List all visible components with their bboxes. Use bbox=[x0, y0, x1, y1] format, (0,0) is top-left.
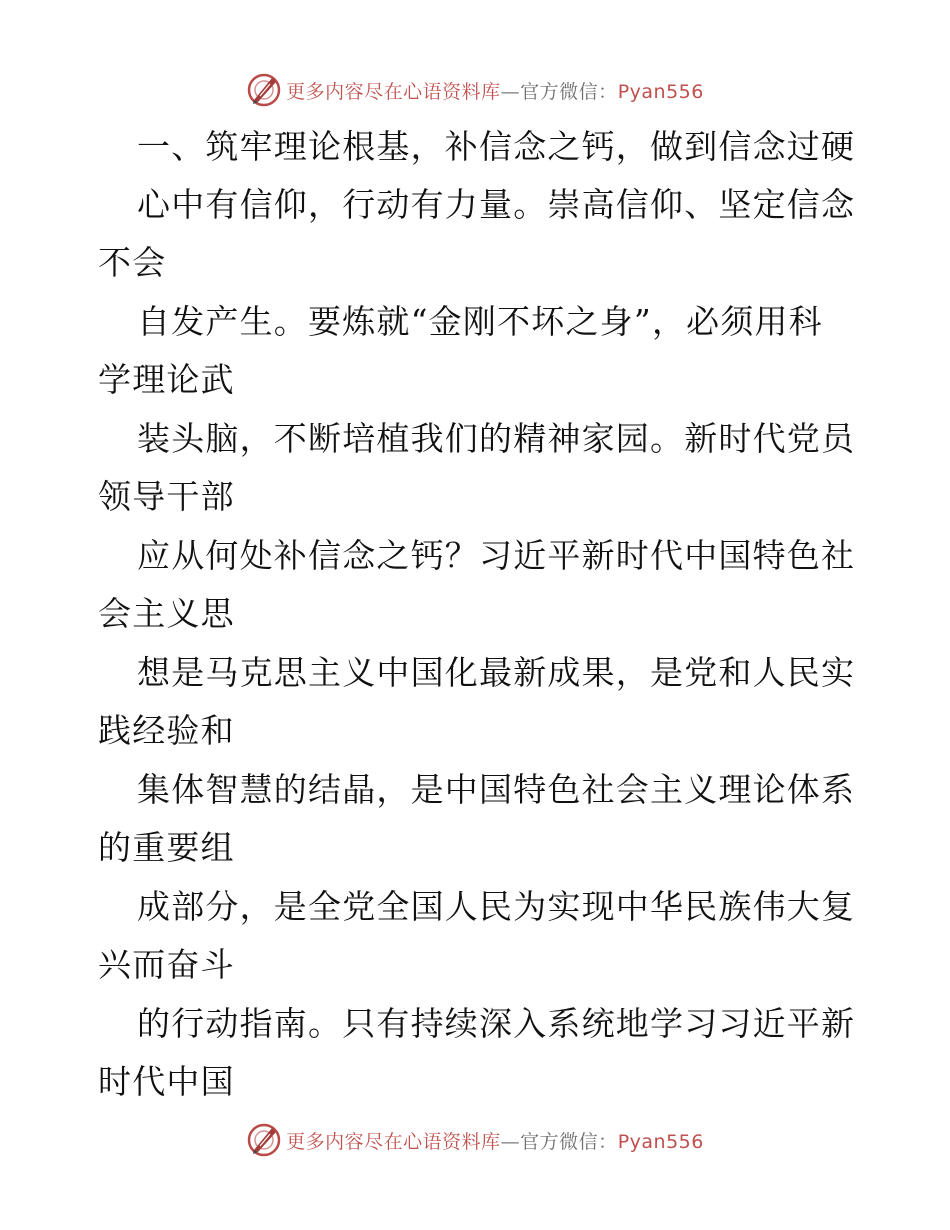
doc-line: 成部分，是全党全国人民为实现中华民族伟大复 bbox=[137, 887, 856, 926]
banner-dash: — bbox=[500, 1130, 521, 1153]
doc-line: 兴而奋斗 bbox=[98, 945, 235, 984]
doc-line: 不会 bbox=[98, 243, 167, 282]
quill-pen-logo-icon bbox=[246, 1122, 282, 1158]
doc-line: 的行动指南。只有持续深入系统地学习习近平新 bbox=[137, 1004, 856, 1043]
banner-wechat-id: Pyan556 bbox=[617, 1130, 704, 1153]
doc-line: 的重要组 bbox=[98, 828, 235, 867]
doc-line: 想是马克思主义中国化最新成果，是党和人民实 bbox=[137, 653, 856, 692]
banner-wechat-label: 官方微信： bbox=[520, 80, 618, 103]
quill-pen-logo-icon bbox=[246, 72, 282, 108]
banner-wechat-id: Pyan556 bbox=[617, 80, 704, 103]
banner-site-name: 更多内容尽在心语资料库 bbox=[286, 1130, 501, 1153]
doc-line: 学理论武 bbox=[98, 360, 235, 399]
doc-line: 时代中国 bbox=[98, 1062, 235, 1101]
doc-line: 应从何处补信念之钙？习近平新时代中国特色社 bbox=[137, 536, 856, 575]
banner-dash: — bbox=[500, 80, 521, 103]
doc-line: 装头脑，不断培植我们的精神家园。新时代党员 bbox=[137, 419, 856, 458]
footer-banner bbox=[0, 1120, 950, 1160]
banner-site-name: 更多内容尽在心语资料库 bbox=[286, 80, 501, 103]
banner-text bbox=[286, 77, 704, 104]
doc-line: 心中有信仰，行动有力量。崇高信仰、坚定信念 bbox=[137, 185, 856, 224]
doc-line: 践经验和 bbox=[98, 711, 235, 750]
doc-line: 一、筑牢理论根基，补信念之钙，做到信念过硬 bbox=[137, 127, 856, 166]
doc-line: 领导干部 bbox=[98, 477, 235, 516]
header-banner bbox=[0, 70, 950, 110]
doc-line: 自发产生。要炼就“金刚不坏之身”，必须用科 bbox=[137, 302, 823, 341]
banner-text bbox=[286, 1127, 704, 1154]
doc-line: 会主义思 bbox=[98, 594, 235, 633]
banner-wechat-label: 官方微信： bbox=[520, 1130, 618, 1153]
doc-line: 集体智慧的结晶，是中国特色社会主义理论体系 bbox=[137, 770, 856, 809]
